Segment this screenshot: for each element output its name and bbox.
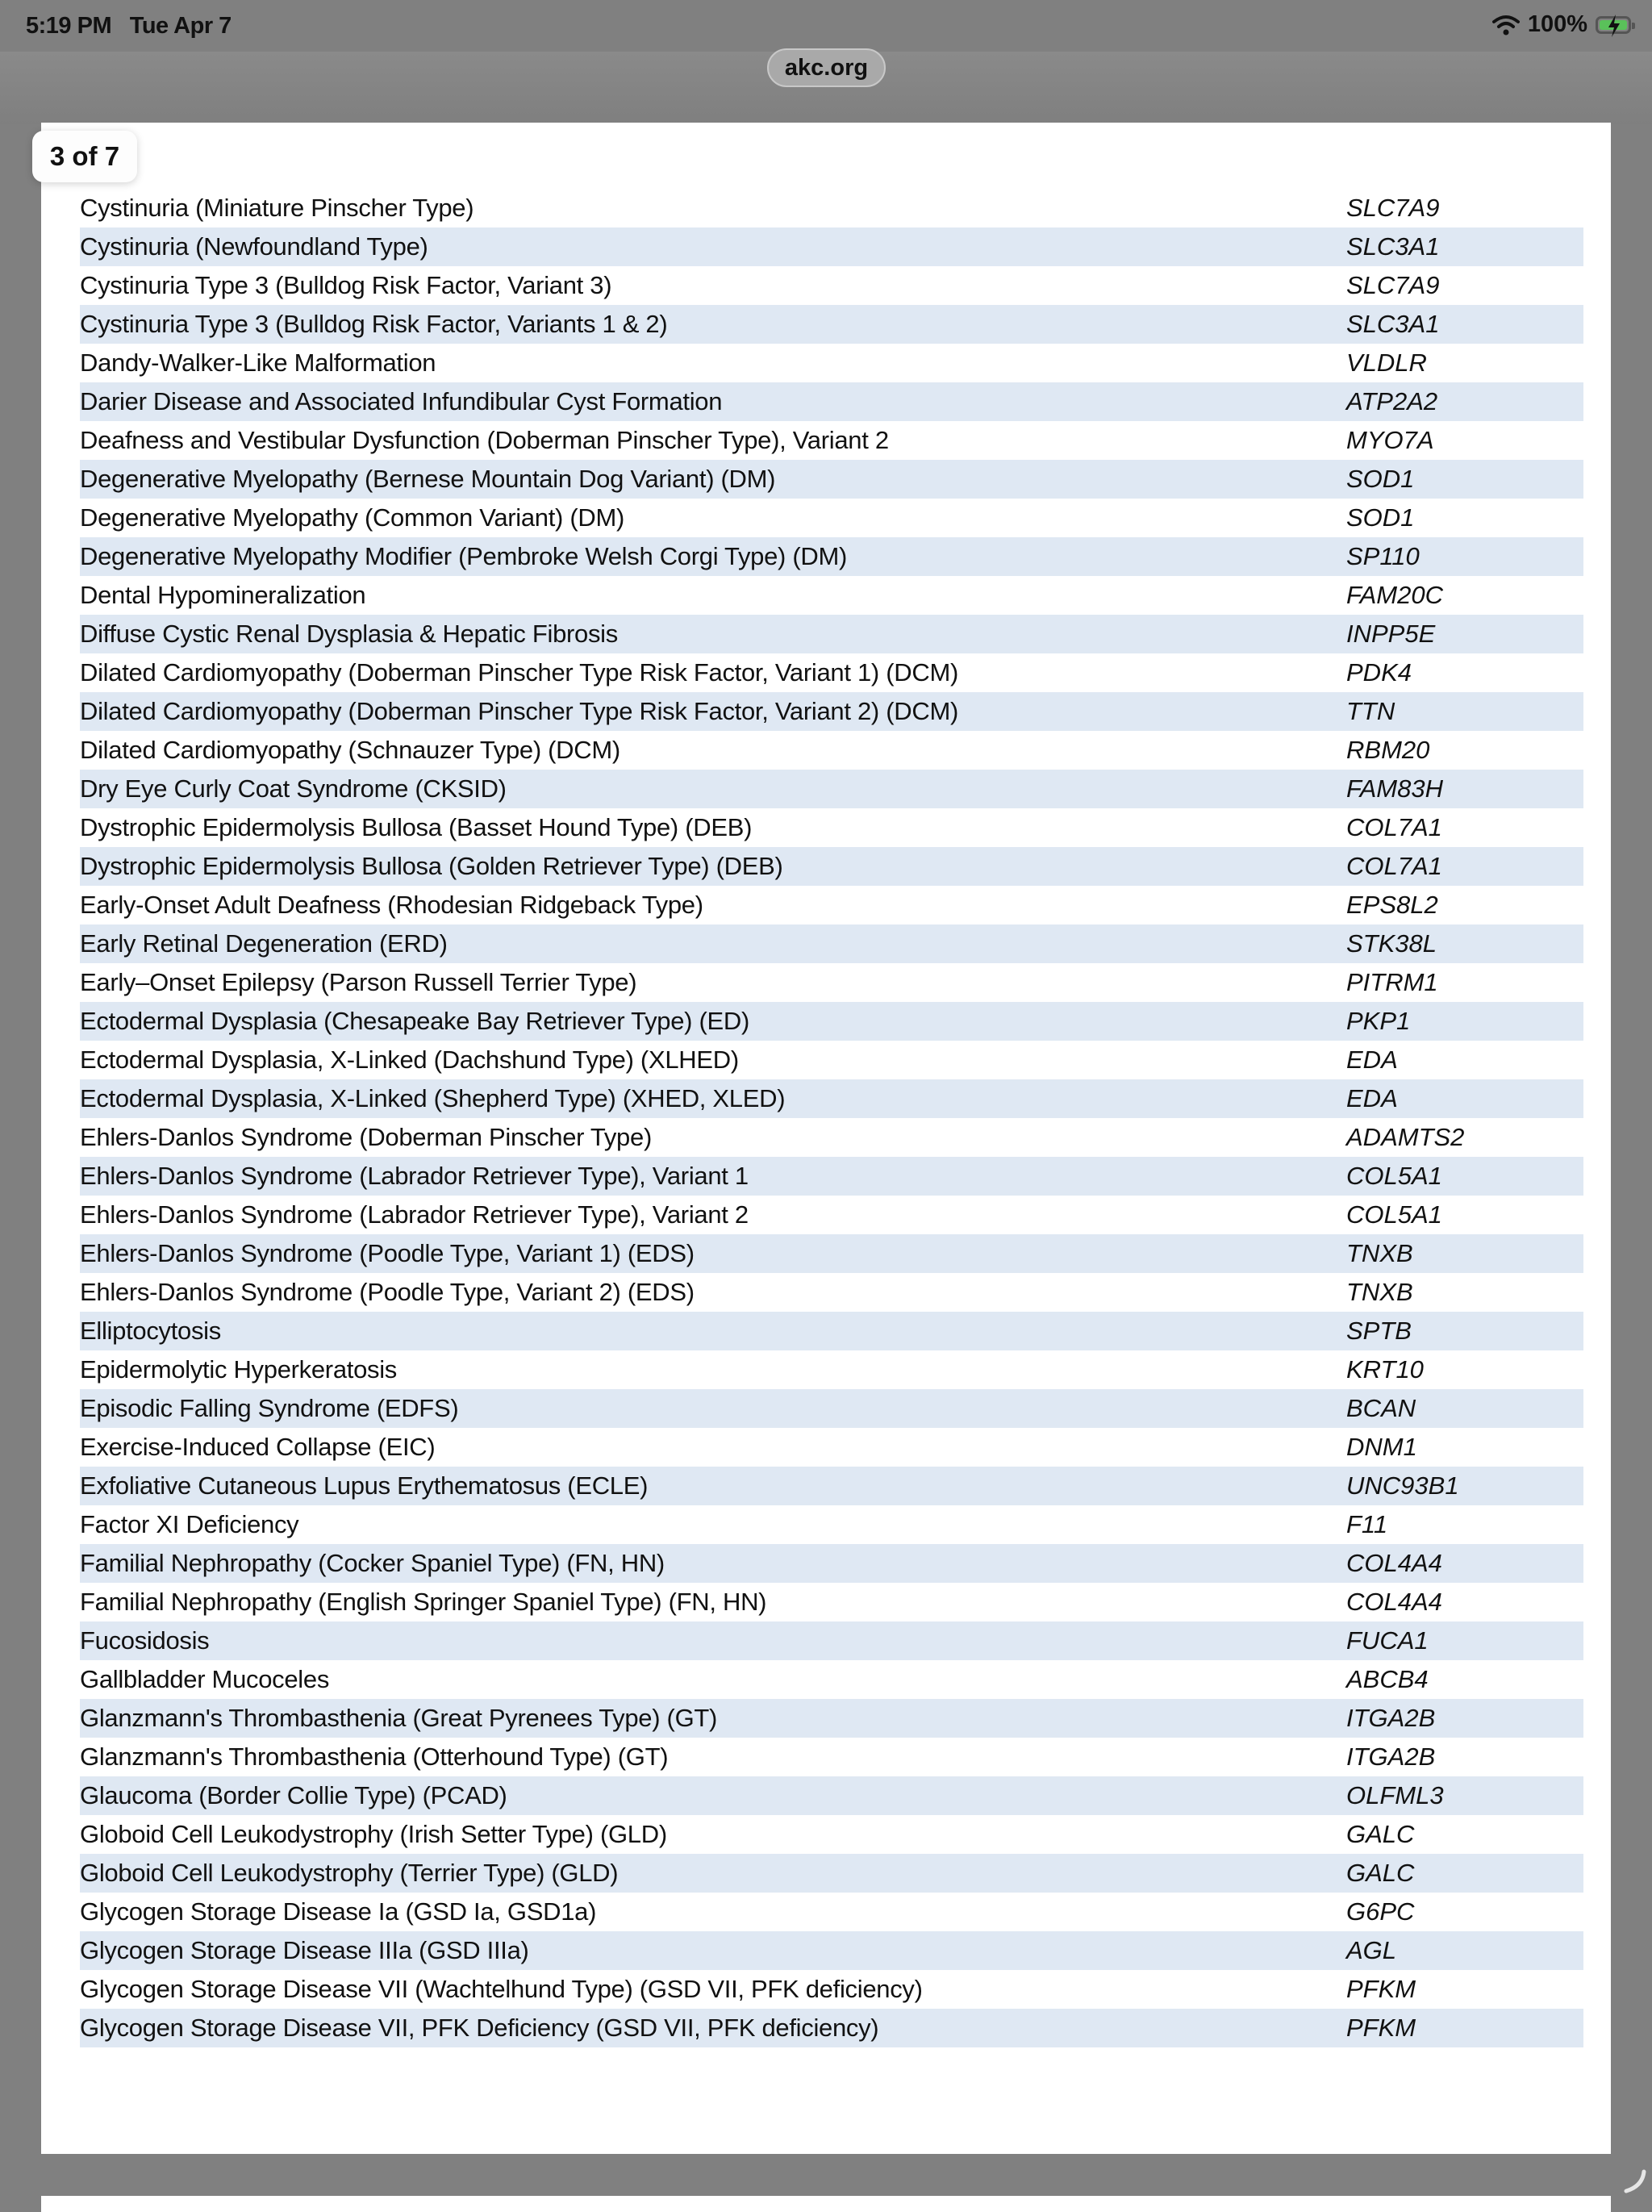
gene-cell: EDA <box>1346 1084 1398 1112</box>
scroll-indicator-icon[interactable] <box>1620 2167 1647 2194</box>
condition-cell: Cystinuria Type 3 (Bulldog Risk Factor, Variants 1 & 2) <box>80 310 668 338</box>
gene-cell: OLFML3 <box>1346 1781 1444 1809</box>
table-row <box>80 1544 1583 1583</box>
url-text: akc.org <box>784 54 869 81</box>
condition-cell: Degenerative Myelopathy (Common Variant) (DM) <box>80 503 625 532</box>
table-row <box>80 1776 1583 1815</box>
gene-cell: SLC3A1 <box>1346 310 1440 338</box>
condition-cell: Cystinuria Type 3 (Bulldog Risk Factor, Variant 3) <box>80 271 612 299</box>
table-row <box>80 770 1583 808</box>
gene-cell: RBM20 <box>1346 736 1430 764</box>
condition-cell: Darier Disease and Associated Infundibular Cyst Formation <box>80 387 723 415</box>
gene-cell: SPTB <box>1346 1317 1412 1345</box>
condition-cell: Dilated Cardiomyopathy (Doberman Pinscher Type Risk Factor, Variant 2) (DCM) <box>80 697 959 725</box>
gene-cell: FAM83H <box>1346 774 1444 803</box>
table-row <box>80 1157 1583 1196</box>
condition-cell: Dilated Cardiomyopathy (Schnauzer Type) (DCM) <box>80 736 620 764</box>
condition-cell: Elliptocytosis <box>80 1317 221 1345</box>
status-time: 5:19 PM <box>26 13 112 39</box>
condition-cell: Ehlers-Danlos Syndrome (Labrador Retriever Type), Variant 1 <box>80 1162 749 1190</box>
gene-cell: COL5A1 <box>1346 1200 1442 1229</box>
condition-cell: Ectodermal Dysplasia, X-Linked (Shepherd Type) (XHED, XLED) <box>80 1084 786 1112</box>
url-bar[interactable] <box>767 48 886 87</box>
table-row <box>80 1699 1583 1738</box>
gene-cell: PFKM <box>1346 1975 1416 2003</box>
condition-cell: Early–Onset Epilepsy (Parson Russell Terrier Type) <box>80 968 637 996</box>
table-row <box>80 305 1583 344</box>
gene-cell: ABCB4 <box>1346 1665 1429 1693</box>
gene-cell: DNM1 <box>1346 1433 1417 1461</box>
condition-cell: Gallbladder Mucoceles <box>80 1665 330 1693</box>
condition-cell: Familial Nephropathy (Cocker Spaniel Type) (FN, HN) <box>80 1549 665 1577</box>
table-row <box>80 1196 1583 1234</box>
battery-percent: 100% <box>1527 11 1587 37</box>
condition-cell: Glycogen Storage Disease Ia (GSD Ia, GSD1a) <box>80 1897 597 1926</box>
pdf-next-page <box>41 2196 1611 2212</box>
gene-cell: ITGA2B <box>1346 1742 1436 1771</box>
table-row <box>80 1041 1583 1079</box>
table-row <box>80 382 1583 421</box>
condition-cell: Deafness and Vestibular Dysfunction (Doberman Pinscher Type), Variant 2 <box>80 426 889 454</box>
condition-cell: Ehlers-Danlos Syndrome (Poodle Type, Variant 1) (EDS) <box>80 1239 695 1267</box>
wifi-icon <box>1492 14 1520 36</box>
gene-cell: ADAMTS2 <box>1346 1123 1465 1151</box>
gene-cell: SOD1 <box>1346 503 1415 532</box>
gene-cell: AGL <box>1346 1936 1397 1964</box>
table-row <box>80 2009 1583 2047</box>
gene-cell: TNXB <box>1346 1278 1413 1306</box>
condition-cell: Familial Nephropathy (English Springer Spaniel Type) (FN, HN) <box>80 1588 767 1616</box>
gene-cell: GALC <box>1346 1859 1415 1887</box>
table-row <box>80 1660 1583 1699</box>
condition-cell: Early Retinal Degeneration (ERD) <box>80 929 448 958</box>
table-row <box>80 653 1583 692</box>
condition-cell: Ectodermal Dysplasia, X-Linked (Dachshund Type) (XLHED) <box>80 1045 739 1074</box>
gene-cell: COL7A1 <box>1346 852 1442 880</box>
condition-cell: Cystinuria (Miniature Pinscher Type) <box>80 194 474 222</box>
table-row <box>80 731 1583 770</box>
table-row <box>80 344 1583 382</box>
table-row <box>80 1389 1583 1428</box>
gene-cell: BCAN <box>1346 1394 1416 1422</box>
condition-cell: Ehlers-Danlos Syndrome (Doberman Pinscher Type) <box>80 1123 652 1151</box>
condition-cell: Early-Onset Adult Deafness (Rhodesian Ridgeback Type) <box>80 891 703 919</box>
condition-cell: Episodic Falling Syndrome (EDFS) <box>80 1394 459 1422</box>
condition-cell: Glycogen Storage Disease VII (Wachtelhund Type) (GSD VII, PFK deficiency) <box>80 1975 923 2003</box>
condition-cell: Globoid Cell Leukodystrophy (Terrier Type) (GLD) <box>80 1859 619 1887</box>
table-row <box>80 963 1583 1002</box>
table-row <box>80 227 1583 266</box>
table-row <box>80 266 1583 305</box>
table-row <box>80 847 1583 886</box>
gene-cell: SLC7A9 <box>1346 194 1440 222</box>
condition-cell: Factor XI Deficiency <box>80 1510 299 1538</box>
status-date: Tue Apr 7 <box>129 13 232 39</box>
table-row <box>80 886 1583 924</box>
battery-icon <box>1596 16 1631 34</box>
gene-cell: UNC93B1 <box>1346 1471 1459 1500</box>
condition-cell: Epidermolytic Hyperkeratosis <box>80 1355 398 1384</box>
table-row <box>80 1312 1583 1350</box>
table-row <box>80 1234 1583 1273</box>
condition-cell: Degenerative Myelopathy (Bernese Mountain Dog Variant) (DM) <box>80 465 776 493</box>
gene-cell: STK38L <box>1346 929 1437 958</box>
table-row <box>80 1467 1583 1505</box>
conditions-table <box>80 189 1583 2047</box>
table-row <box>80 1428 1583 1467</box>
condition-cell: Ectodermal Dysplasia (Chesapeake Bay Retriever Type) (ED) <box>80 1007 749 1035</box>
condition-cell: Dystrophic Epidermolysis Bullosa (Golden Retriever Type) (DEB) <box>80 852 783 880</box>
gene-cell: F11 <box>1346 1510 1388 1538</box>
condition-cell: Dry Eye Curly Coat Syndrome (CKSID) <box>80 774 507 803</box>
table-row <box>80 1505 1583 1544</box>
table-row <box>80 1931 1583 1970</box>
gene-cell: EDA <box>1346 1045 1398 1074</box>
gene-cell: PITRM1 <box>1346 968 1438 996</box>
charging-bolt-icon <box>1606 14 1622 38</box>
battery-nub <box>1632 23 1635 29</box>
condition-cell: Glanzmann's Thrombasthenia (Great Pyrenees Type) (GT) <box>80 1704 718 1732</box>
table-row <box>80 1738 1583 1776</box>
condition-cell: Ehlers-Danlos Syndrome (Labrador Retriever Type), Variant 2 <box>80 1200 749 1229</box>
condition-cell: Dilated Cardiomyopathy (Doberman Pinscher Type Risk Factor, Variant 1) (DCM) <box>80 658 959 687</box>
table-row <box>80 1273 1583 1312</box>
table-row <box>80 1583 1583 1621</box>
table-row <box>80 537 1583 576</box>
table-row <box>80 499 1583 537</box>
condition-cell: Dystrophic Epidermolysis Bullosa (Basset Hound Type) (DEB) <box>80 813 753 841</box>
gene-cell: SLC7A9 <box>1346 271 1440 299</box>
table-row <box>80 1854 1583 1893</box>
condition-cell: Dental Hypomineralization <box>80 581 366 609</box>
table-row <box>80 1970 1583 2009</box>
condition-cell: Degenerative Myelopathy Modifier (Pembroke Welsh Corgi Type) (DM) <box>80 542 848 570</box>
table-row <box>80 189 1583 227</box>
gene-cell: PFKM <box>1346 2014 1416 2042</box>
condition-cell: Dandy-Walker-Like Malformation <box>80 348 436 377</box>
gene-cell: FUCA1 <box>1346 1626 1429 1655</box>
gene-cell: COL5A1 <box>1346 1162 1442 1190</box>
gene-cell: PDK4 <box>1346 658 1412 687</box>
gene-cell: PKP1 <box>1346 1007 1411 1035</box>
condition-cell: Exfoliative Cutaneous Lupus Erythematosus (ECLE) <box>80 1471 649 1500</box>
gene-cell: SP110 <box>1346 542 1420 570</box>
gene-cell: TNXB <box>1346 1239 1413 1267</box>
gene-cell: SLC3A1 <box>1346 232 1440 261</box>
status-indicators <box>1492 11 1631 38</box>
table-row <box>80 1621 1583 1660</box>
table-row <box>80 460 1583 499</box>
gene-cell: FAM20C <box>1346 581 1444 609</box>
condition-cell: Glanzmann's Thrombasthenia (Otterhound Type) (GT) <box>80 1742 669 1771</box>
gene-cell: GALC <box>1346 1820 1415 1848</box>
status-time-date <box>26 13 232 40</box>
table-row <box>80 1893 1583 1931</box>
gene-cell: ATP2A2 <box>1346 387 1438 415</box>
condition-cell: Diffuse Cystic Renal Dysplasia & Hepatic Fibrosis <box>80 620 618 648</box>
condition-cell: Exercise-Induced Collapse (EIC) <box>80 1433 436 1461</box>
condition-cell: Globoid Cell Leukodystrophy (Irish Setter Type) (GLD) <box>80 1820 667 1848</box>
gene-cell: G6PC <box>1346 1897 1415 1926</box>
table-row <box>80 1079 1583 1118</box>
gene-cell: EPS8L2 <box>1346 891 1438 919</box>
gene-cell: ITGA2B <box>1346 1704 1436 1732</box>
gene-cell: INPP5E <box>1346 620 1436 648</box>
gene-cell: KRT10 <box>1346 1355 1424 1384</box>
gene-cell: SOD1 <box>1346 465 1415 493</box>
table-row <box>80 421 1583 460</box>
table-row <box>80 808 1583 847</box>
table-row <box>80 1118 1583 1157</box>
condition-cell: Glycogen Storage Disease IIIa (GSD IIIa) <box>80 1936 529 1964</box>
page-indicator <box>32 131 137 182</box>
table-row <box>80 576 1583 615</box>
table-row <box>80 924 1583 963</box>
gene-cell: MYO7A <box>1346 426 1434 454</box>
table-row <box>80 1815 1583 1854</box>
gene-cell: COL4A4 <box>1346 1549 1442 1577</box>
gene-cell: VLDLR <box>1346 348 1427 377</box>
condition-cell: Cystinuria (Newfoundland Type) <box>80 232 428 261</box>
table-row <box>80 1002 1583 1041</box>
condition-cell: Ehlers-Danlos Syndrome (Poodle Type, Variant 2) (EDS) <box>80 1278 695 1306</box>
table-row <box>80 615 1583 653</box>
gene-cell: TTN <box>1346 697 1395 725</box>
page-indicator-text: 3 of 7 <box>49 141 120 171</box>
condition-cell: Glycogen Storage Disease VII, PFK Deficiency (GSD VII, PFK deficiency) <box>80 2014 879 2042</box>
table-row <box>80 1350 1583 1389</box>
status-bar <box>0 0 1652 52</box>
gene-cell: COL7A1 <box>1346 813 1442 841</box>
condition-cell: Fucosidosis <box>80 1626 210 1655</box>
gene-cell: COL4A4 <box>1346 1588 1442 1616</box>
table-row <box>80 692 1583 731</box>
condition-cell: Glaucoma (Border Collie Type) (PCAD) <box>80 1781 507 1809</box>
